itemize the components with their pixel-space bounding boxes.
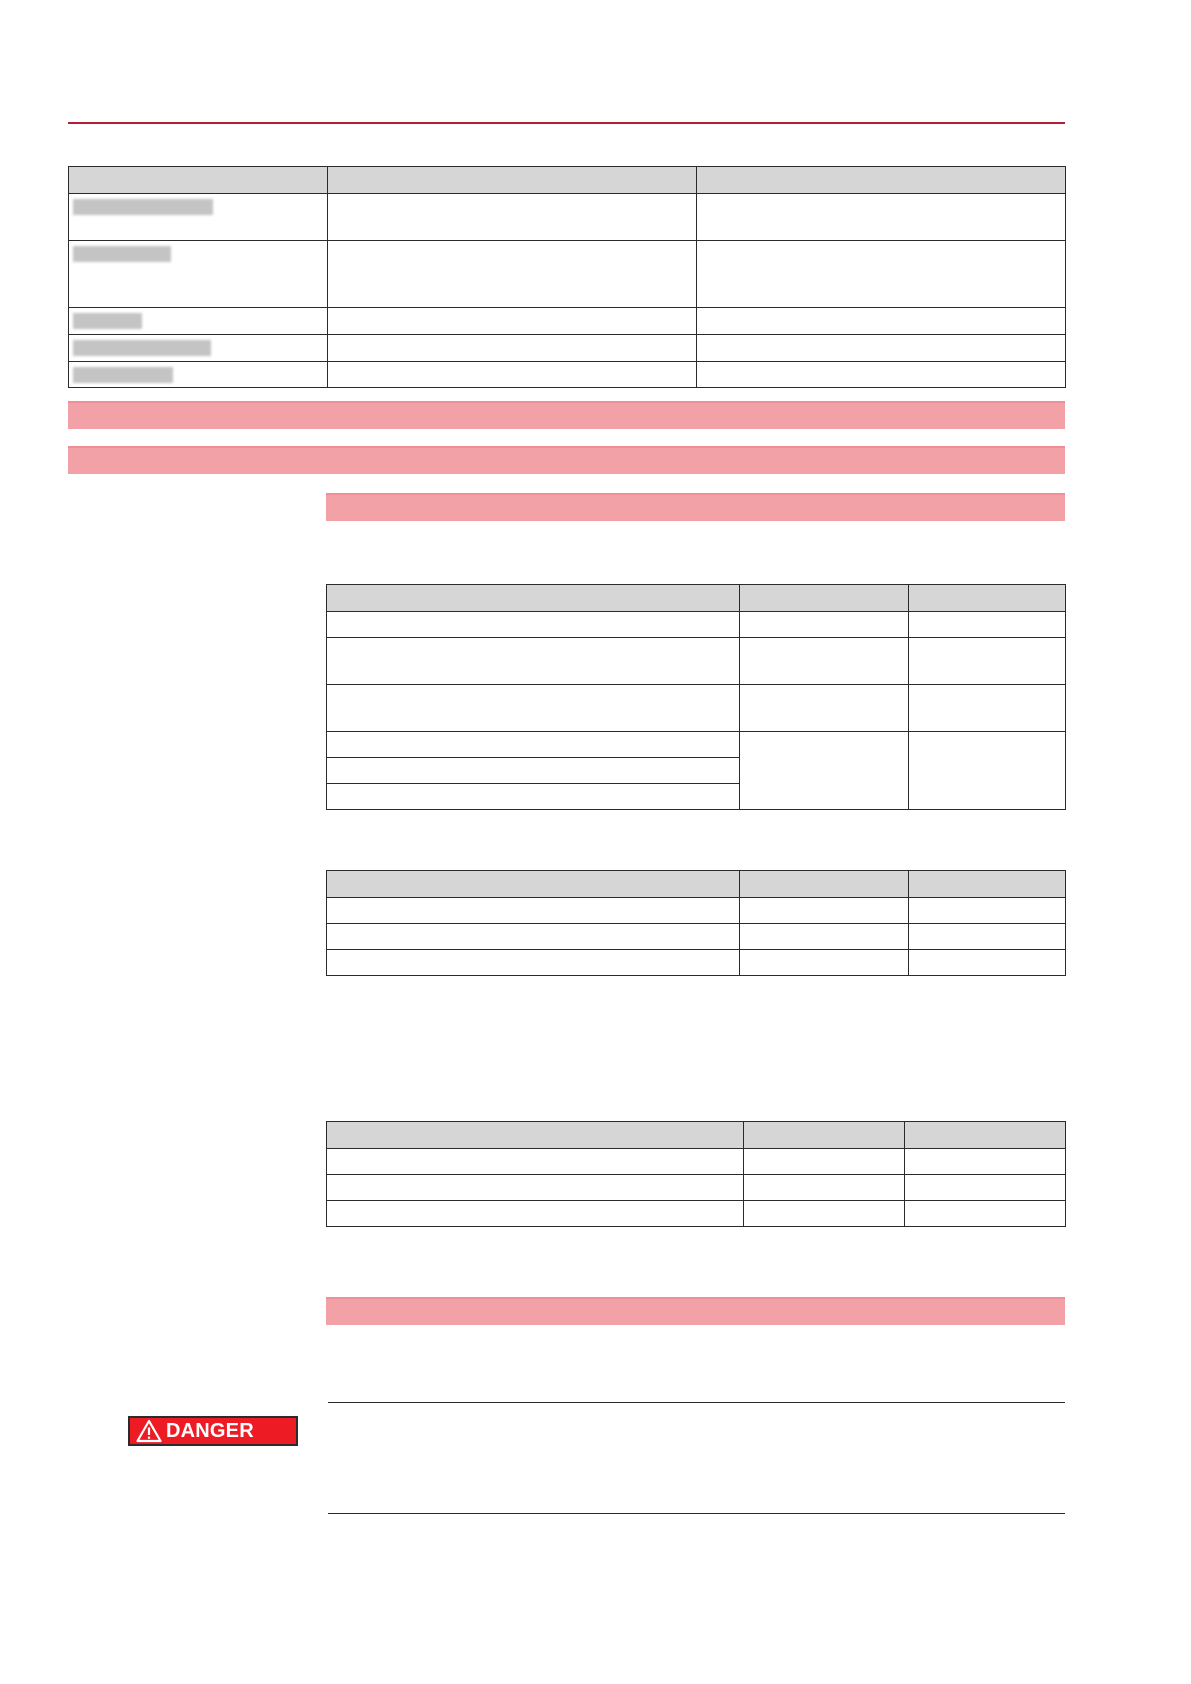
table-header-row	[327, 1122, 1066, 1149]
table-row	[69, 362, 1066, 388]
table-row	[69, 241, 1066, 308]
table-row	[69, 308, 1066, 335]
section-heading-bar	[68, 446, 1065, 474]
danger-label: DANGER	[166, 1419, 254, 1442]
section-heading-bar	[68, 401, 1065, 429]
table-row	[327, 638, 1066, 685]
table-header-row	[327, 585, 1066, 612]
warning-triangle-icon	[136, 1419, 162, 1443]
table-row	[327, 1201, 1066, 1227]
table-row	[327, 685, 1066, 732]
redacted-label	[73, 199, 213, 215]
table-row	[327, 950, 1066, 976]
spec-table-2	[326, 870, 1066, 976]
header-rule	[68, 122, 1065, 124]
danger-badge	[128, 1416, 298, 1446]
table-row	[327, 732, 1066, 758]
table-header-row	[69, 167, 1066, 194]
table-row	[327, 1175, 1066, 1201]
table-row	[327, 612, 1066, 638]
redacted-label	[73, 246, 171, 262]
spec-table-3	[326, 1121, 1066, 1227]
subsection-heading-bar	[326, 1297, 1065, 1325]
table-row	[327, 898, 1066, 924]
notice-bottom-rule	[328, 1513, 1065, 1514]
table-row	[327, 924, 1066, 950]
redacted-label	[73, 340, 211, 356]
table-row	[69, 335, 1066, 362]
table-header-row	[327, 871, 1066, 898]
redacted-label	[73, 367, 173, 383]
spec-table-1	[326, 584, 1066, 810]
table-row	[327, 1149, 1066, 1175]
overview-table	[68, 166, 1066, 388]
redacted-label	[73, 313, 142, 329]
table-row	[69, 194, 1066, 241]
notice-top-rule	[328, 1402, 1065, 1403]
subsection-heading-bar	[326, 493, 1065, 521]
